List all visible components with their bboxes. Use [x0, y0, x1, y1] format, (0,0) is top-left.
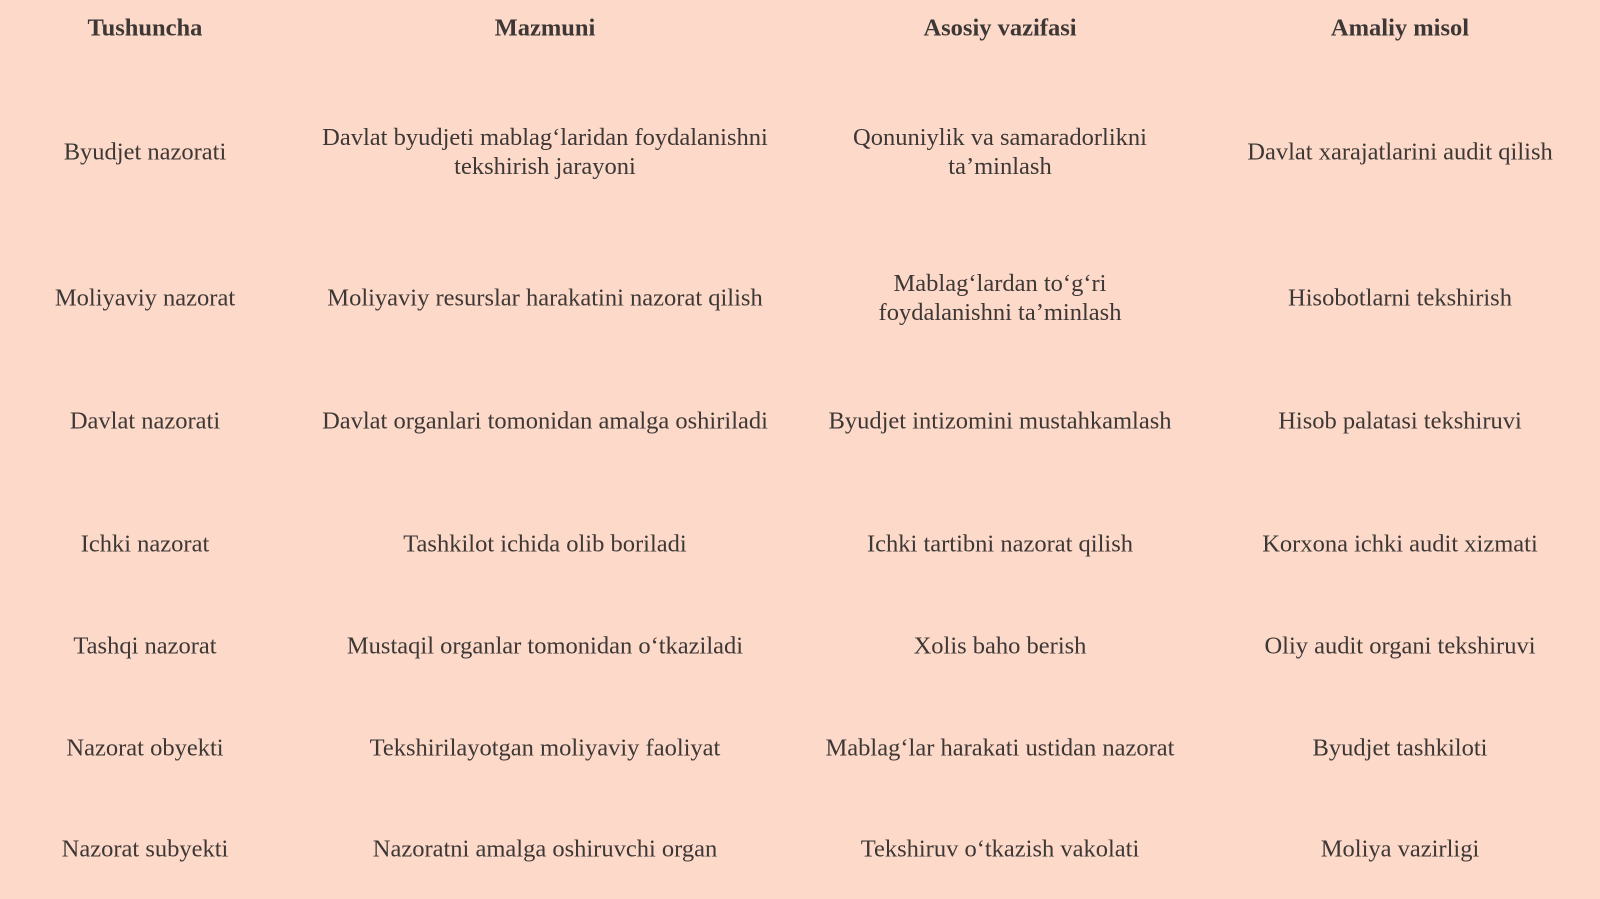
header-asosiy-vazifasi: Asosiy vazifasi — [923, 14, 1077, 42]
table-cell: Davlat organlari tomonidan amalga oshiriladi — [322, 407, 768, 435]
table-cell: Byudjet nazorati — [63, 138, 227, 166]
table-cell: Tashkilot ichida olib boriladi — [403, 530, 687, 558]
header-tushuncha: Tushuncha — [87, 14, 203, 42]
table-cell: Qonuniylik va samaradorlikni ta’minlash — [853, 124, 1147, 180]
table-cell: Moliya vazirligi — [1320, 835, 1480, 863]
table-cell: Korxona ichki audit xizmati — [1262, 530, 1538, 558]
table-cell: Davlat xarajatlarini audit qilish — [1247, 138, 1553, 166]
table-cell: Hisobotlarni tekshirish — [1288, 284, 1512, 312]
table-cell: Hisob palatasi tekshiruvi — [1278, 407, 1522, 435]
table-cell: Mablag‘lar harakati ustidan nazorat — [825, 734, 1175, 762]
table-cell: Moliyaviy nazorat — [54, 284, 236, 312]
header-amaliy-misol: Amaliy misol — [1330, 14, 1470, 42]
table-cell: Xolis baho berish — [913, 632, 1087, 660]
table-cell: Ichki tartibni nazorat qilish — [866, 530, 1134, 558]
table-cell: Ichki nazorat — [80, 530, 210, 558]
table-cell: Nazorat subyekti — [61, 835, 229, 863]
table-cell: Nazoratni amalga oshiruvchi organ — [372, 835, 718, 863]
table-cell: Mustaqil organlar tomonidan o‘tkaziladi — [346, 632, 744, 660]
table-cell: Mablag‘lardan to‘g‘ri foydalanishni ta’minlash — [878, 270, 1122, 326]
table-cell: Byudjet tashkiloti — [1312, 734, 1488, 762]
table-cell: Davlat byudjeti mablag‘laridan foydalanishni tekshirish jarayoni — [322, 124, 768, 180]
table-cell: Tekshirilayotgan moliyaviy faoliyat — [369, 734, 721, 762]
table-cell: Nazorat obyekti — [66, 734, 224, 762]
header-mazmuni: Mazmuni — [494, 14, 596, 42]
table-cell: Davlat nazorati — [69, 407, 221, 435]
table-cell: Tashqi nazorat — [73, 632, 217, 660]
table-cell: Moliyaviy resurslar harakatini nazorat qilish — [327, 284, 763, 312]
table-cell: Tekshiruv o‘tkazish vakolati — [860, 835, 1140, 863]
table-cell: Byudjet intizomini mustahkamlash — [828, 407, 1172, 435]
table-cell: Oliy audit organi tekshiruvi — [1264, 632, 1536, 660]
